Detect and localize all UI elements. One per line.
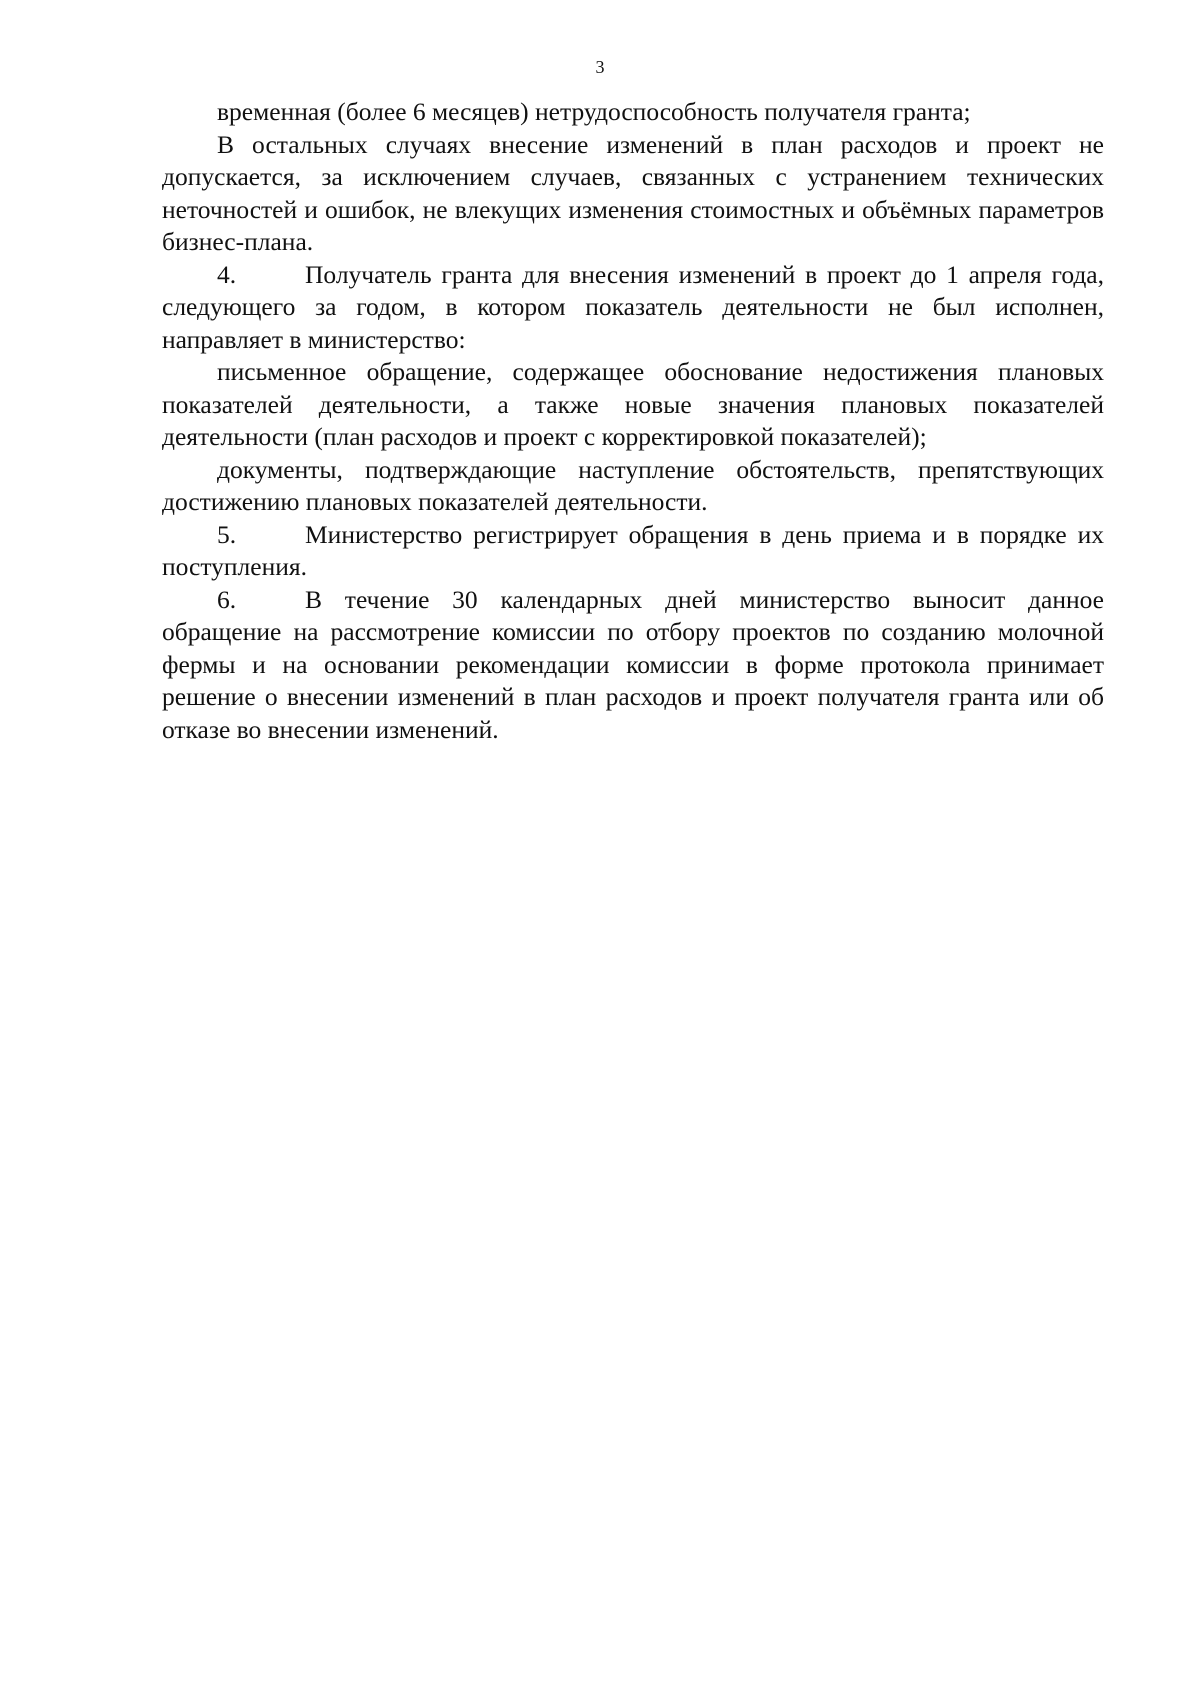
paragraph-text: В остальных случаях внесение изменений в план расходов и проект не допускается, за исключением случаев, связанных с устранением технических неточностей и ошибок, не влекущих изменения стоимостных и объёмных параметров бизнес-плана. — [162, 129, 1104, 256]
paragraph-text: документы, подтверждающие наступление обстоятельств, препятствующих достижению плановых показателей деятельности. — [162, 454, 1104, 516]
item-number: 4. — [217, 259, 237, 289]
paragraph-other-cases — [162, 129, 1104, 259]
page-number: 3 — [595, 57, 605, 77]
paragraph-written-request — [162, 356, 1104, 454]
item-number: 6. — [217, 584, 237, 614]
paragraph-disability — [162, 96, 1104, 129]
paragraph-text: письменное обращение, содержащее обоснование недостижения плановых показателей деятельности, а также новые значения плановых показателей деятельности (план расходов и проект с корректировкой показателей); — [162, 357, 1104, 451]
paragraph-item-5 — [162, 519, 1104, 584]
paragraph-text: временная (более 6 месяцев) нетрудоспособность получателя гранта; — [217, 97, 971, 126]
item-number: 5. — [217, 519, 237, 549]
paragraph-documents — [162, 454, 1104, 519]
paragraph-text: Получатель гранта для внесения изменений в проект до 1 апреля года, следующего за годом, в котором показатель деятельности не был исполнен, направляет в министерство: — [162, 259, 1104, 354]
document-body — [162, 96, 1104, 746]
paragraph-text: Министерство регистрирует обращения в день приема и в порядке их поступления. — [162, 519, 1104, 581]
paragraph-item-4 — [162, 259, 1104, 357]
paragraph-item-6 — [162, 584, 1104, 747]
paragraph-text: В течение 30 календарных дней министерство выносит данное обращение на рассмотрение комиссии по отбору проектов по созданию молочной фермы и на основании рекомендации комиссии в форме протокола принимает решение о внесении изменений в план расходов и проект получателя гранта или об отказе во внесении изменений. — [162, 584, 1104, 744]
